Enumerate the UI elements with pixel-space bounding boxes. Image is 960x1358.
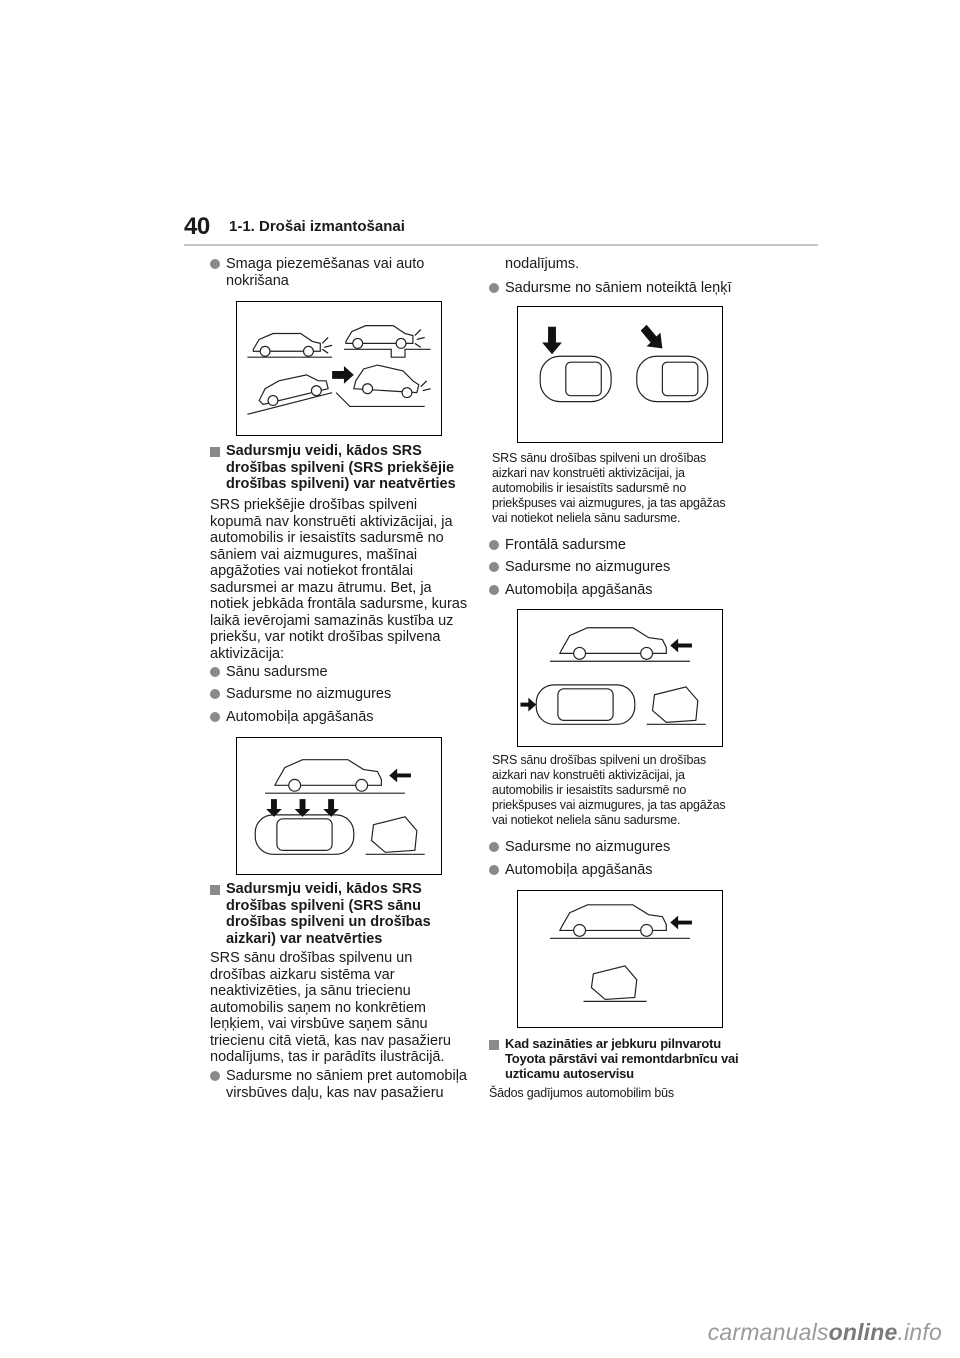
section-title: 1-1. Drošai izmantošanai (229, 218, 405, 235)
bullet-rollover-2: Automobiļa apgāšanās (489, 862, 653, 879)
bullet-dot-icon (210, 689, 220, 699)
car-landing-illustration (237, 302, 441, 435)
bullet-rollover-right: Automobiļa apgāšanās (489, 582, 653, 599)
caption-front-rear-rollover: SRS sānu drošības spilveni un drošības aizkari nav konstruēti aktivizācijai, ja automobilis ir iesaistīts sadursmē no priekšpuses vai aizmugures, ja tas apgāžas vai notiekot neliela sānu sadursme. (492, 753, 726, 827)
bullet-side-collision: Sānu sadursme (210, 664, 328, 681)
bullet-frontal-collision: Frontālā sadursme (489, 537, 626, 554)
heading-side-airbags: Sadursmju veidi, kādos SRS drošības spilveni (SRS sānu drošības spilveni un drošības aizkari) var neatvērties (210, 881, 431, 947)
bullet-dot-icon (210, 1071, 220, 1081)
bullet-dot-icon (210, 667, 220, 677)
page-number: 40 (184, 213, 210, 240)
bullet-dot-icon (210, 712, 220, 722)
paragraph-side-airbags: SRS sānu drošības spilvenu un drošības aizkaru sistēma var neaktivizēties, ja sānu triecienu automobilis saņem no konkrētiem leņķiem, vai virsbūve saņem sānu triecienu citā vietā, kas nav pasažieru nodalījums, tas ir parādīts ilustrācijā. (210, 950, 451, 1065)
bullet-dot-icon (210, 259, 220, 269)
square-bullet-icon (489, 1040, 499, 1050)
heading-contact-dealer: Kad sazināties ar jebkuru pilnvarotu Toyota pārstāvi vai remontdarbnīcu vai uzticamu autoservisu (489, 1036, 738, 1081)
bullet-dot-icon (489, 540, 499, 550)
continuation-text: nodalījums. (505, 256, 580, 272)
bullet-dot-icon (489, 562, 499, 572)
angled-collision-illustration (518, 307, 722, 442)
heading-frontal-airbags: Sadursmju veidi, kādos SRS drošības spilveni (SRS priekšējie drošības spilveni) var neatvērties (210, 443, 456, 493)
bullet-dot-icon (489, 585, 499, 595)
figure-front-rear-rollover (517, 609, 723, 747)
figure-rear-rollover (517, 890, 723, 1028)
figure-hard-landing (236, 301, 442, 436)
square-bullet-icon (210, 447, 220, 457)
bullet-angled-side-collision: Sadursme no sāniem noteiktā leņķī (489, 280, 732, 297)
front-rear-rollover-illustration (518, 610, 722, 746)
figure-side-rear-rollover (236, 737, 442, 875)
figure-angled-collision (517, 306, 723, 443)
collision-types-illustration (237, 738, 441, 874)
bullet-rear-collision-right: Sadursme no aizmugures (489, 559, 670, 576)
watermark: carmanualsonline.info (707, 1319, 942, 1345)
header-divider (184, 244, 818, 246)
bullet-dot-icon (489, 842, 499, 852)
paragraph-contact-dealer: Šādos gadījumos automobilim būs (489, 1086, 674, 1100)
bullet-rollover: Automobiļa apgāšanās (210, 709, 374, 726)
bullet-hard-landing: Smaga piezemēšanas vai auto nokrišana (210, 256, 424, 289)
paragraph-frontal-airbags: SRS priekšējie drošības spilveni kopumā nav konstruēti aktivizācijai, ja automobilis ir iesaistīts sadursmē no sāniem vai aizmugures, mašīnai apgāžoties vai notiekot frontālai sadursmei ar mazu ātrumu. Bet, ja notiek jebkāda frontāla sadursme, kuras laikā ievērojami samazinās kustība uz priekšu, var notikt drošības spilvena aktivizācija: (210, 497, 468, 662)
bullet-dot-icon (489, 283, 499, 293)
square-bullet-icon (210, 885, 220, 895)
bullet-rear-collision: Sadursme no aizmugures (210, 686, 391, 703)
caption-angled-collision: SRS sānu drošības spilveni un drošības aizkari nav konstruēti aktivizācijai, ja automobilis ir iesaistīts sadursmē no priekšpuses vai aizmugures, ja tas apgāžas vai notiekot neliela sānu sadursme. (492, 451, 726, 525)
bullet-dot-icon (489, 865, 499, 875)
rear-rollover-illustration (518, 891, 722, 1027)
bullet-rear-collision-2: Sadursme no aizmugures (489, 839, 670, 856)
bullet-body-side-collision: Sadursme no sāniem pret automobiļa virsbūves daļu, kas nav pasažieru (210, 1068, 467, 1101)
